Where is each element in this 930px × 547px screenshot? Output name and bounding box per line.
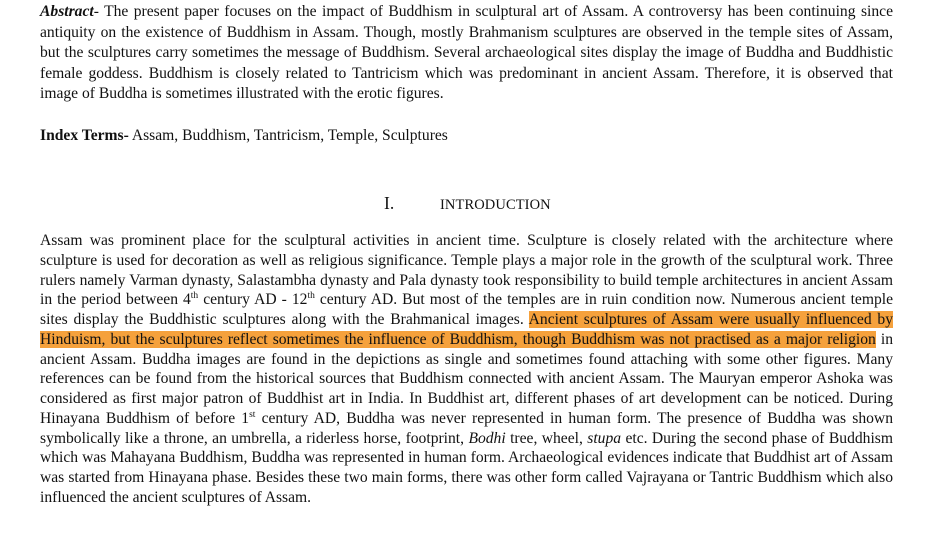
index-terms bbox=[40, 126, 893, 146]
intro-text-7: etc. During the second phase of Buddhism which was Mahayana Buddhism, Buddha was represented in human form. Archaeological evidences indicate that Buddhist art of Assam was started from Hinayana phase. Besides these two main forms, there was other form called Vajrayana or Tantric Buddhism which also influenced the ancient sculptures of Assam. bbox=[40, 429, 894, 506]
superscript-th-2: th bbox=[307, 291, 315, 302]
intro-text-1: Assam was prominent place for the sculptural activities in ancient time. Sculpture is closely related with the architecture where sculpture is used for decoration as well as religious significance. Temple plays a major role in the growth of the sculptural work. Three rulers namely Varman dynasty, Salastambha dynasty and Pala dynasty took responsibility to build temple architectures in ancient Assam in the period between 4 bbox=[40, 232, 893, 309]
index-terms-text: Assam, Buddhism, Tantricism, Temple, Sculptures bbox=[128, 127, 448, 144]
intro-text-4: in ancient Assam. Buddha images are found in the depictions as single and sometimes found attaching with some other figures. Many references can be found from the historical sources that Buddhism connected with ancient Assam. The Mauryan emperor Ashoka was considered as first major patron of Buddhist art in India. In Buddhist art, different phases of art development can be noticed. During Hinayana Buddhism of before 1 bbox=[40, 330, 893, 427]
section-heading bbox=[384, 193, 644, 214]
superscript-st: st bbox=[249, 409, 256, 420]
intro-text-3: century AD. But most of the temples are in ruin condition now. Numerous ancient temple sites display the Buddhistic sculptures along with the Brahmanical images. bbox=[40, 291, 894, 328]
bodhi-italic: Bodhi bbox=[468, 429, 506, 447]
section-number: I. bbox=[384, 193, 395, 213]
abstract-label: Abstract bbox=[40, 3, 94, 20]
abstract-paragraph bbox=[40, 2, 893, 105]
highlighted-text[interactable]: Ancient sculptures of Assam were usually influenced by Hinduism, but the sculptures reflect sometimes the influence of Buddhism, though Buddhism was not practised as a major religion bbox=[40, 311, 894, 348]
introduction-paragraph bbox=[40, 231, 893, 508]
intro-text-6: tree, wheel, bbox=[505, 429, 588, 447]
abstract-text: - The present paper focuses on the impact of Buddhism in sculptural art of Assam. A controversy has been continuing since antiquity on the existence of Buddhism in Assam. Though, mostly Brahmanism sculptures are observed in the temple sites of Assam, but the sculptures carry sometimes the message of Buddhism. Several archaeological sites display the image of Buddha and Buddhistic female goddess. Buddhism is closely related to Tantricism which was predominant in ancient Assam. Therefore, it is observed that image of Buddha is sometimes illustrated with the erotic figures. bbox=[40, 3, 893, 103]
intro-text-2: century AD - 12 bbox=[198, 291, 308, 309]
stupa-italic: stupa bbox=[587, 429, 622, 447]
intro-text-5: century AD, Buddha was never represented in human form. The presence of Buddha was shown symbolically like a throne, an umbrella, a riderless horse, footprint, bbox=[40, 409, 893, 447]
index-terms-label: Index Terms- bbox=[40, 127, 129, 144]
section-title: INTRODUCTION bbox=[440, 197, 551, 213]
superscript-th-1: th bbox=[190, 291, 199, 302]
